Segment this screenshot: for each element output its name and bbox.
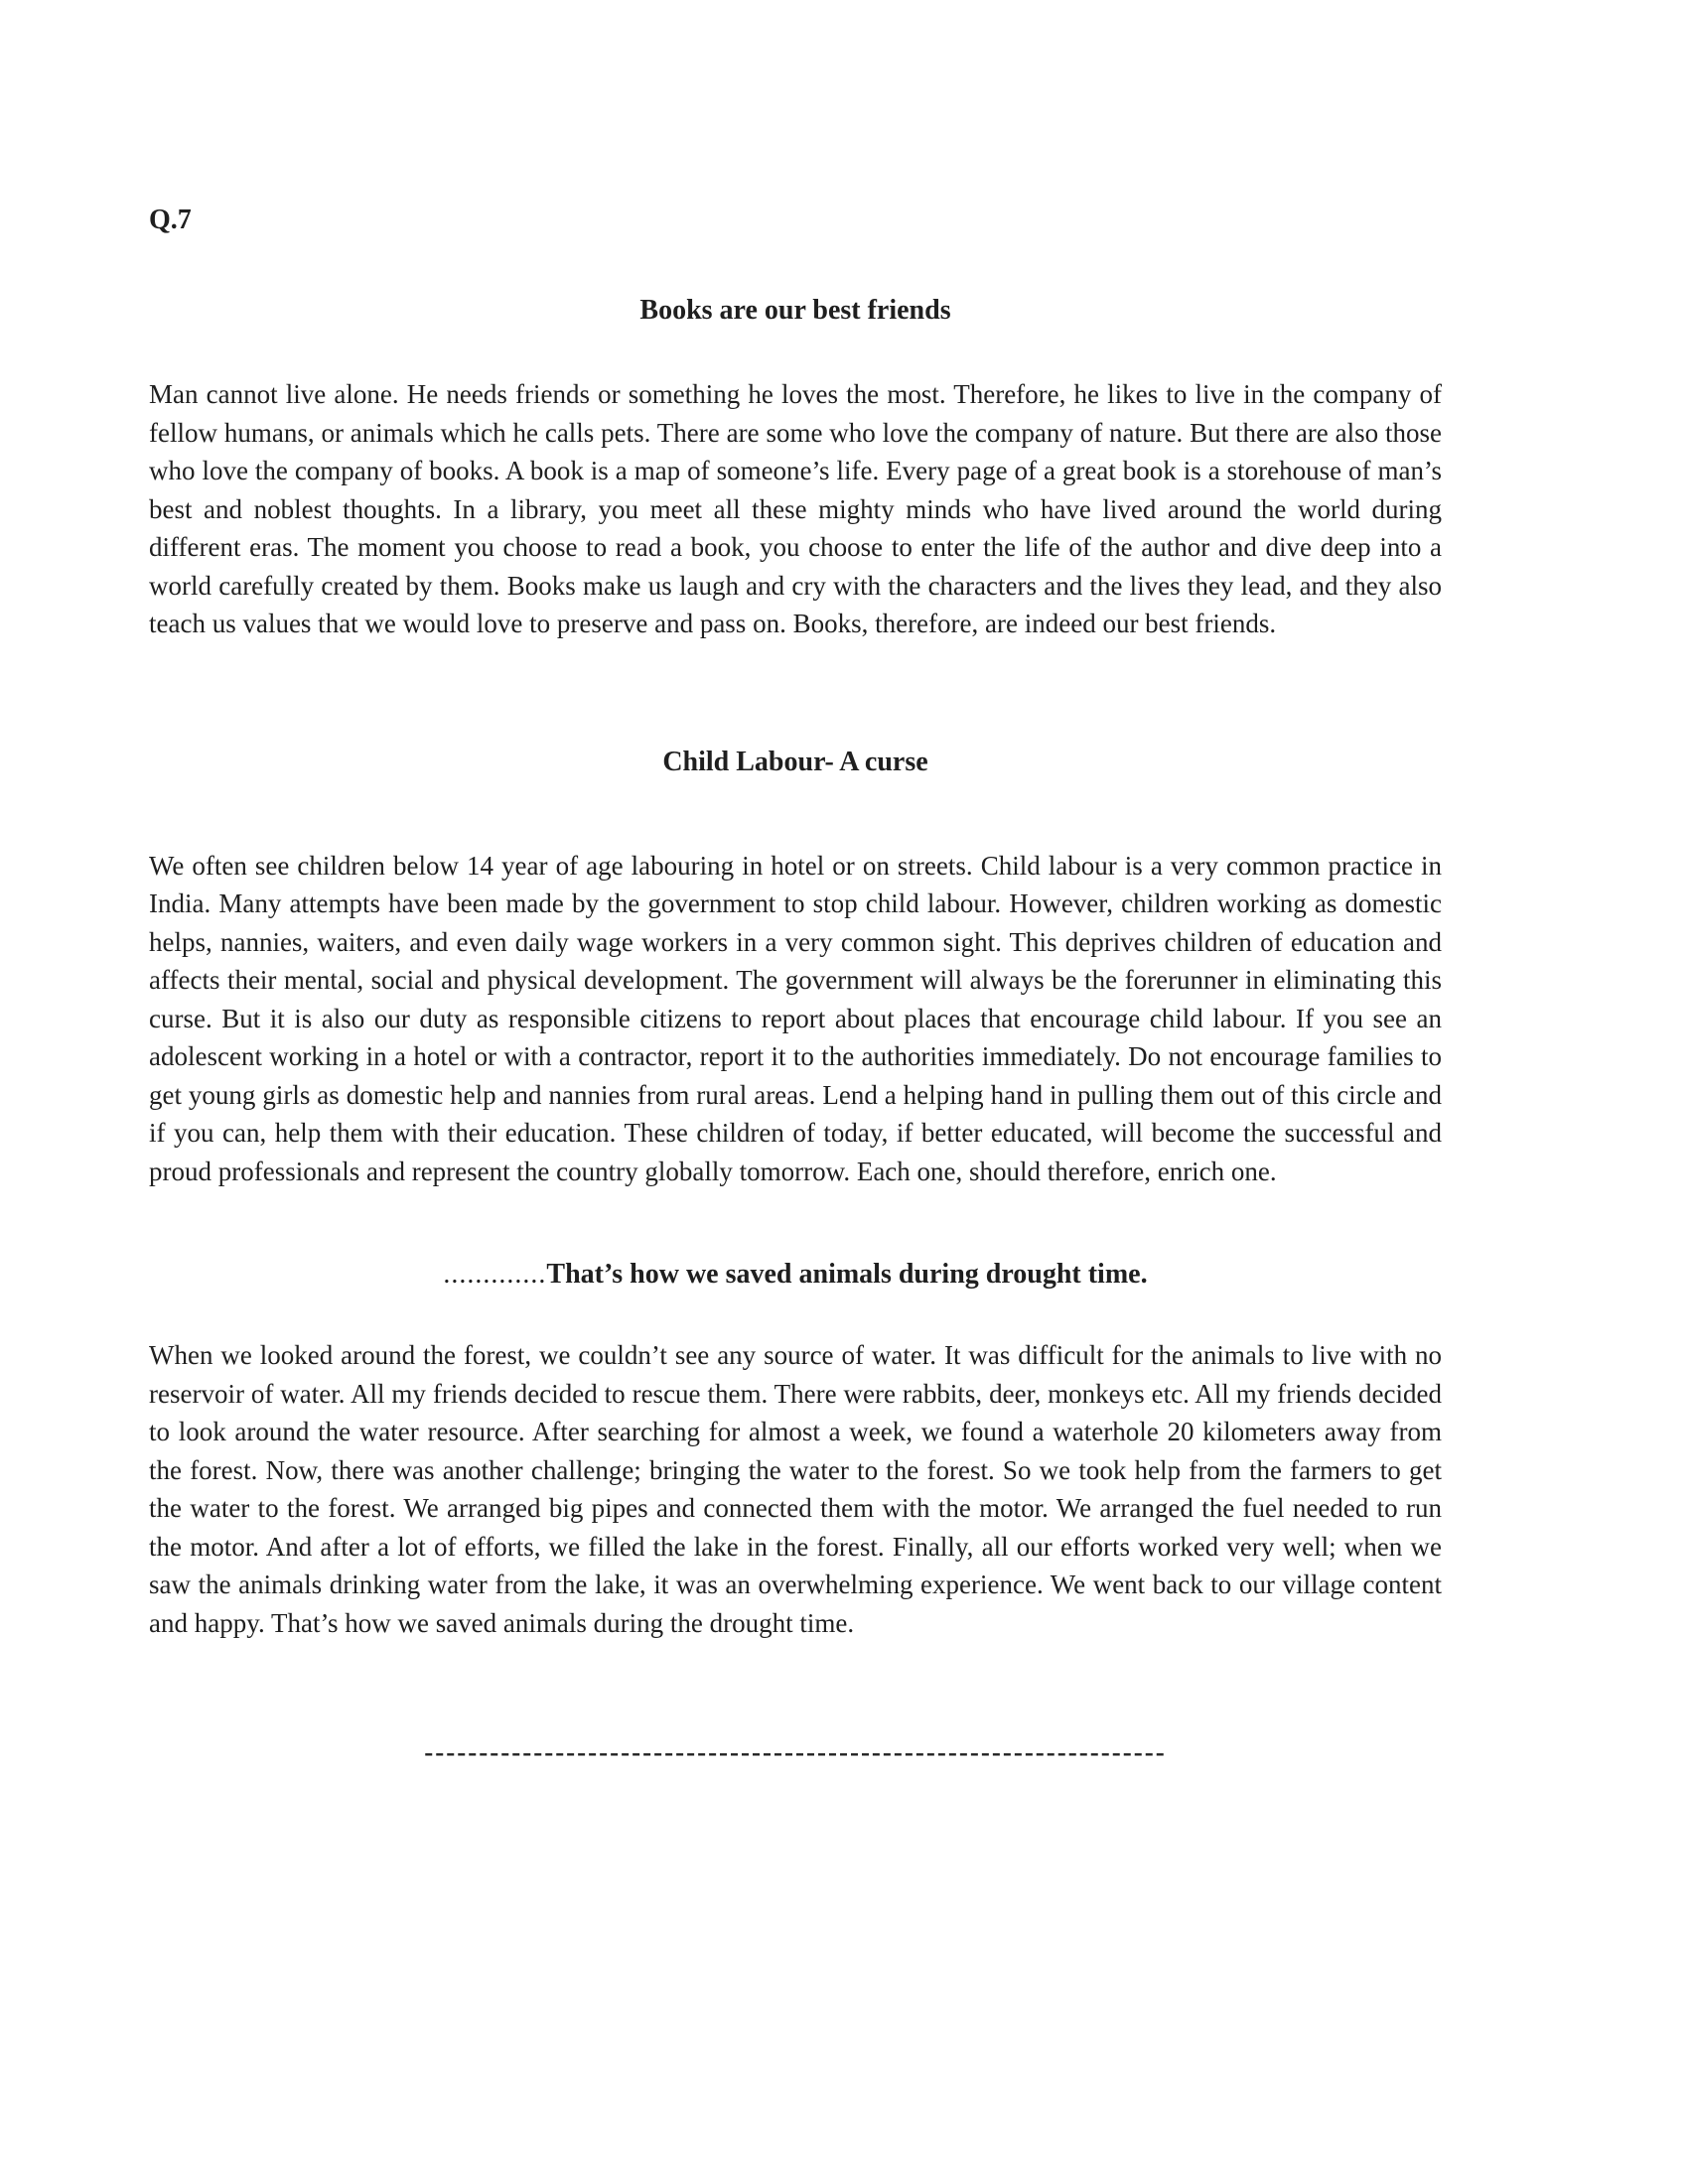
essay-title-drought-dots: ............. xyxy=(443,1259,547,1290)
essay-section-child-labour xyxy=(149,743,1442,1191)
essay-section-drought xyxy=(149,1255,1442,1642)
dashed-separator: -------------------------------------------------------------------- xyxy=(424,1737,1167,1767)
essay-title-books: Books are our best friends xyxy=(639,295,951,326)
essay-body-child-labour: We often see children below 14 year of age labouring in hotel or on streets. Child labour is a very common practice in India. Many attempts have been made by the government to stop child labour. However, children working as domestic helps, nannies, waiters, and even daily wage workers in a very common sight. This deprives children of education and affects their mental, social and physical development. The government will always be the forerunner in eliminating this curse. But it is also our duty as responsible citizens to report about places that encourage child labour. If you see an adolescent working in a hotel or with a contractor, report it to the authorities immediately. Do not encourage families to get young girls as domestic help and nannies from rural areas. Lend a helping hand in pulling them out of this circle and if you can, help them with their education. These children of today, if better educated, will become the successful and proud professionals and represent the country globally tomorrow. Each one, should therefore, enrich one. xyxy=(149,850,1442,1186)
question-number: Q.7 xyxy=(149,205,192,235)
essay-title-drought xyxy=(149,1255,1442,1295)
essay-title-drought-text: That’s how we saved animals during drought time. xyxy=(546,1259,1148,1290)
essay-body-books: Man cannot live alone. He needs friends or something he loves the most. Therefore, he likes to live in the company of fellow humans, or animals which he calls pets. There are some who love the company of nature. But there are also those who love the company of books. A book is a map of someone’s life. Every page of a great book is a storehouse of man’s best and noblest thoughts. In a library, you meet all these mighty minds who have lived around the world during different eras. The moment you choose to read a book, you choose to enter the life of the author and dive deep into a world carefully created by them. Books make us laugh and cry with the characters and the lives they lead, and they also teach us values that we would love to preserve and pass on. Books, therefore, are indeed our best friends. xyxy=(149,379,1442,638)
essay-title-child-labour: Child Labour- A curse xyxy=(662,746,928,777)
essay-body-drought: When we looked around the forest, we couldn’t see any source of water. It was difficult for the animals to live with no reservoir of water. All my friends decided to rescue them. There were rabbits, deer, monkeys etc. All my friends decided to look around the water resource. After searching for almost a week, we found a waterhole 20 kilometers away from the forest. Now, there was another challenge; bringing the water to the forest. So we took help from the farmers to get the water to the forest. We arranged big pipes and connected them with the motor. We arranged the fuel needed to run the motor. And after a lot of efforts, we filled the lake in the forest. Finally, all our efforts worked very well; when we saw the animals drinking water from the lake, it was an overwhelming experience. We went back to our village content and happy. That’s how we saved animals during the drought time. xyxy=(149,1340,1442,1638)
essay-section-books xyxy=(149,291,1442,643)
